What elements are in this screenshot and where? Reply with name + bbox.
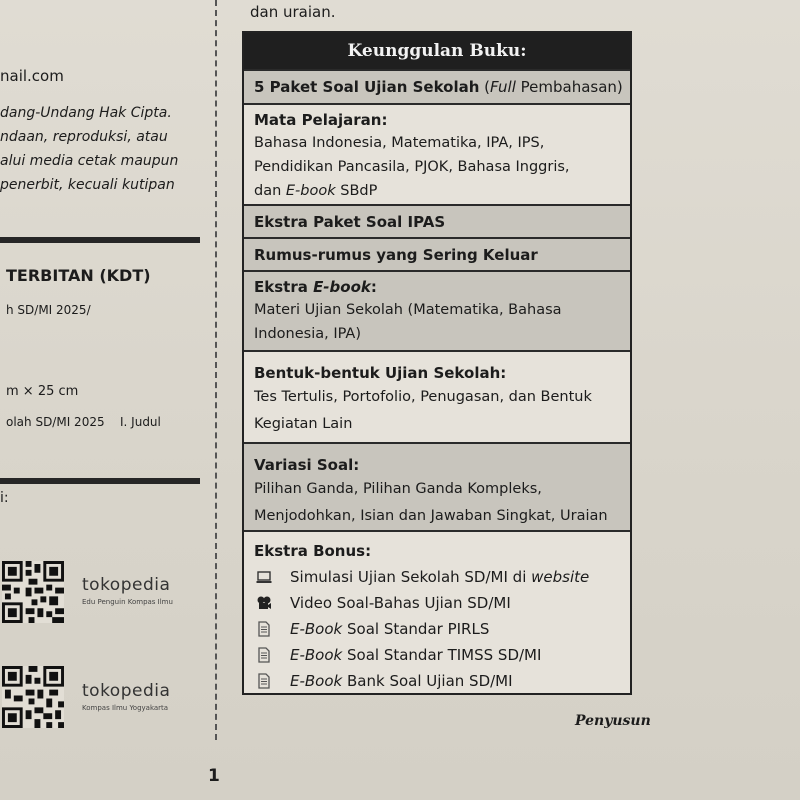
kdt-size: m × 25 cm xyxy=(6,384,79,399)
bonus-text: Soal Standar TIMSS SD/MI xyxy=(342,646,542,664)
section-heading: Bentuk-bentuk Ujian Sekolah: xyxy=(254,364,507,382)
section-heading: Ekstra Paket Soal IPAS xyxy=(254,213,446,231)
section-heading: Mata Pelajaran: xyxy=(254,111,388,129)
copyright-line: penerbit, kecuali kutipan xyxy=(0,177,175,193)
section-text: Bahasa Indonesia, Matematika, IPA, IPS, xyxy=(254,135,545,151)
bonus-item xyxy=(254,590,620,616)
signature: Penyusun xyxy=(575,713,651,729)
section-heading: Variasi Soal: xyxy=(254,456,360,474)
bonus-text: website xyxy=(531,568,590,586)
section-heading: Ekstra Bonus: xyxy=(254,542,372,560)
qr-code-icon[interactable] xyxy=(2,666,64,728)
document-icon xyxy=(256,621,272,637)
feature-text: ( xyxy=(479,78,491,96)
section-text: Kegiatan Lain xyxy=(254,416,353,432)
section-heading: Ekstra xyxy=(254,278,314,296)
bonus-item xyxy=(254,616,620,642)
feature-mata-pelajaran xyxy=(244,103,630,204)
page-number: 1 xyxy=(208,766,220,786)
divider-rule xyxy=(0,237,200,243)
section-text: Materi Ujian Sekolah (Matematika, Bahasa xyxy=(254,302,562,318)
section-text: Pendidikan Pancasila, PJOK, Bahasa Inggris, xyxy=(254,159,570,175)
store-subtitle: Edu Penguin Kompas Ilmu xyxy=(82,598,173,606)
kdt-title-line: h SD/MI 2025/ xyxy=(6,303,91,317)
cut-line xyxy=(215,0,217,740)
left-page xyxy=(0,0,220,800)
section-text: dan xyxy=(254,183,286,199)
qr-code-icon[interactable] xyxy=(2,561,64,623)
section-text: E-book xyxy=(285,183,336,199)
kdt-judul: I. Judul xyxy=(120,415,161,429)
bonus-item xyxy=(254,564,620,590)
copyright-line: dang-Undang Hak Cipta. xyxy=(0,105,172,121)
store-brand: tokopedia xyxy=(82,575,171,595)
bonus-item xyxy=(254,642,620,668)
feature-ekstra-bonus xyxy=(244,530,630,693)
store-brand: tokopedia xyxy=(82,681,171,701)
section-text: Indonesia, IPA) xyxy=(254,326,362,342)
section-text: Tes Tertulis, Portofolio, Penugasan, dan Bentuk xyxy=(254,389,592,405)
section-text: Pilihan Ganda, Pilihan Ganda Kompleks, xyxy=(254,481,542,497)
feature-text: Full xyxy=(490,78,516,96)
available-label: i: xyxy=(0,490,9,506)
feature-bentuk-ujian xyxy=(244,350,630,442)
document-icon xyxy=(256,647,272,663)
features-title: Keunggulan Buku: xyxy=(244,33,630,69)
document-icon xyxy=(256,673,272,689)
bonus-item xyxy=(254,668,620,694)
store-subtitle: Kompas Ilmu Yogyakarta xyxy=(82,704,169,712)
feature-ekstra-ebook xyxy=(244,270,630,350)
bonus-text: E-Book xyxy=(290,672,343,690)
feature-variasi-soal xyxy=(244,442,630,530)
divider-rule xyxy=(0,478,200,484)
feature-text: 5 Paket Soal Ujian Sekolah xyxy=(254,78,480,96)
section-heading: Rumus-rumus yang Sering Keluar xyxy=(254,246,538,264)
bonus-text: E-Book xyxy=(290,620,343,638)
laptop-icon xyxy=(256,569,272,585)
bonus-text: Bank Soal Ujian SD/MI xyxy=(342,672,513,690)
section-heading: : xyxy=(370,278,377,296)
bonus-text: Soal Standar PIRLS xyxy=(342,620,490,638)
feature-ekstra-paket xyxy=(244,204,630,237)
feature-paket-soal xyxy=(244,69,630,103)
intro-text: dan uraian. xyxy=(250,3,336,21)
copyright-line: ndaan, reproduksi, atau xyxy=(0,129,168,145)
section-heading: E-book xyxy=(313,278,371,296)
kdt-subject: olah SD/MI 2025 xyxy=(6,415,105,429)
feature-text: Pembahasan) xyxy=(515,78,623,96)
email-text: nail.com xyxy=(0,67,64,85)
feature-rumus xyxy=(244,237,630,270)
film-reel-icon xyxy=(256,595,272,611)
bonus-text: E-Book xyxy=(290,646,343,664)
copyright-line: alui media cetak maupun xyxy=(0,153,179,169)
bonus-text: Video Soal-Bahas Ujian SD/MI xyxy=(290,594,511,612)
kdt-heading: TERBITAN (KDT) xyxy=(6,266,151,285)
features-box xyxy=(242,31,632,695)
bonus-text: Simulasi Ujian Sekolah SD/MI di xyxy=(290,568,532,586)
section-text: SBdP xyxy=(335,183,378,199)
section-text: Menjodohkan, Isian dan Jawaban Singkat, Uraian xyxy=(254,508,608,524)
